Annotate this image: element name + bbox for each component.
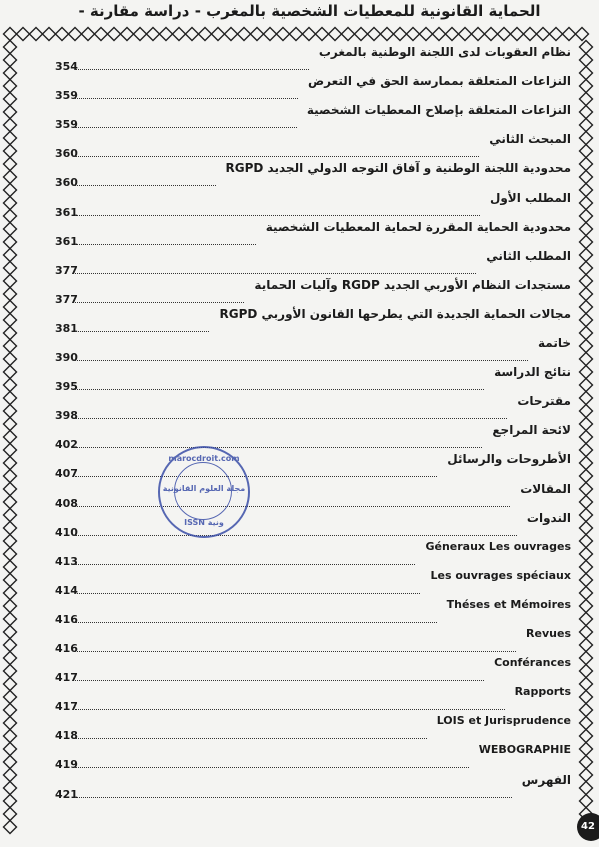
page-header: الحماية القانونية للمعطيات الشخصية بالمغرب - دراسة مقارنة - [78, 2, 541, 20]
toc-entry-page: 377 [55, 263, 78, 277]
toc-entry [55, 510, 571, 539]
toc-entry-title: المطلب الثاني [486, 248, 571, 263]
dot-leader [75, 121, 297, 128]
toc-entry-page: 381 [55, 321, 78, 335]
toc-entry [55, 393, 571, 422]
toc-entry-title: نظام العقوبات لدى اللجنة الوطنية بالمغرب [318, 45, 571, 59]
dot-leader [75, 587, 420, 594]
toc-entry-page: 390 [55, 351, 78, 364]
toc-entry-title: نتائج الدراسة [494, 365, 571, 380]
dot-leader [75, 791, 512, 798]
toc-entry-title: WEBOGRAPHIE [478, 743, 571, 757]
toc-entry-title: النزاعات المتعلقة بإصلاح المعطيات الشخصية [306, 103, 571, 118]
dot-leader [75, 732, 427, 739]
toc-entry-page: 414 [55, 583, 78, 597]
dot-leader [75, 529, 517, 536]
toc-entry [55, 451, 571, 480]
toc-entry-page: 410 [55, 525, 78, 539]
toc-entry [55, 102, 571, 131]
toc-entry-page: 360 [55, 176, 78, 190]
toc-entry [55, 713, 571, 742]
toc-entry-title: Conférances [494, 656, 571, 670]
toc-entry [55, 568, 571, 597]
toc-entry-page: 377 [55, 292, 78, 306]
toc-entry [55, 422, 571, 451]
toc-entry-page: 419 [55, 758, 78, 772]
toc-entry [55, 73, 571, 102]
dot-leader [75, 325, 209, 332]
toc-entry [55, 160, 571, 189]
toc-entry [55, 597, 571, 626]
toc-entry-page: 361 [55, 234, 78, 248]
toc-entry-page: 421 [55, 787, 78, 801]
stamp-text-top: marocdroit.com [168, 454, 240, 463]
toc-entry [55, 655, 571, 684]
toc-entry [55, 772, 571, 801]
page-number-badge: 42 [577, 813, 599, 841]
dot-leader [75, 238, 256, 245]
toc-entry-page: 395 [55, 380, 78, 394]
dot-leader [75, 558, 415, 565]
toc-entry-page: 417 [55, 700, 78, 714]
dot-leader [75, 92, 298, 99]
toc-entry [55, 335, 571, 364]
toc-entry-page: 361 [55, 205, 78, 219]
toc-entry-page: 416 [55, 612, 78, 626]
toc-entry-page: 398 [55, 409, 78, 423]
toc-entry [55, 44, 571, 73]
dot-leader [75, 267, 476, 274]
toc-entry-page: 418 [55, 729, 78, 743]
toc-entry [55, 364, 571, 393]
toc-entry [55, 539, 571, 568]
toc-entry-page: 354 [55, 60, 78, 73]
dot-leader [75, 412, 507, 419]
toc-entry-page: 416 [55, 642, 78, 655]
stamp-text-bottom: ISSN ونية [184, 518, 224, 527]
toc-entry-title: مستجدات النظام الأوربي الجديد RGDP وآليات الحماية [254, 277, 571, 292]
toc-entry-page: 360 [55, 147, 78, 161]
dot-leader [75, 616, 437, 623]
dot-leader [75, 354, 528, 361]
toc-entry-title: Théses et Mémoires [446, 597, 571, 611]
toc-entry-page: 359 [55, 118, 78, 132]
dot-leader [75, 179, 216, 186]
dot-leader [75, 63, 309, 70]
toc-entry-title: الأطروحات والرسائل [447, 452, 571, 467]
dot-leader [75, 500, 510, 507]
dot-leader [75, 209, 480, 216]
toc-entry-title: LOIS et Jurisprudence [436, 714, 571, 728]
toc-entry-title: مجالات الحماية الجديدة التي يطرحها القانون الأوربي RGPD [219, 306, 571, 321]
toc-entry-page: 402 [55, 438, 78, 452]
toc-entry-title: المقالات [520, 481, 571, 496]
dot-leader [75, 703, 505, 710]
toc-entry-page: 417 [55, 671, 78, 685]
dot-leader [75, 383, 484, 390]
toc-entry [55, 684, 571, 713]
toc-entry-title: المبحث الثاني [489, 132, 571, 147]
dot-leader [75, 674, 484, 681]
toc-entry [55, 742, 571, 771]
toc-entry [55, 277, 571, 306]
toc-entry-title: Revues [526, 627, 571, 640]
toc-entry-page: 359 [55, 89, 78, 103]
toc-entry-title: Rapports [514, 685, 571, 699]
dot-leader [75, 470, 437, 477]
toc-entry-title: المطلب الأول [489, 190, 571, 205]
toc-entry [55, 481, 571, 510]
toc-entry-title: محدودية اللجنة الوطنية و آفاق التوجه الدولي الجديد RGPD [225, 161, 571, 176]
toc-entry-title: Les ouvrages spéciaux [430, 568, 571, 582]
toc-entry-title: الندوات [526, 510, 571, 525]
dot-leader [75, 645, 516, 652]
toc-entry-title: مقترحات [517, 394, 571, 409]
toc-entry-title: محدودية الحماية المقررة لحماية المعطيات الشخصية [265, 219, 571, 234]
toc-entry-page: 408 [55, 496, 78, 510]
toc-entry-title: لائحة المراجع [492, 423, 571, 438]
toc-entry [55, 626, 571, 655]
stamp-text-mid: مجلة العلوم القانونية [162, 484, 246, 493]
toc-entry-title: Géneraux Les ouvrages [425, 539, 571, 553]
toc-entry-page: 407 [55, 467, 78, 481]
toc-entry-title: خاتمة [538, 336, 571, 350]
toc-entry-title: النزاعات المتعلقة بممارسة الحق في التعرض [308, 74, 571, 89]
dot-leader [75, 761, 469, 768]
toc-entry-title: الفهرس [521, 772, 571, 787]
dot-leader [75, 296, 244, 303]
toc-entry-page: 413 [55, 554, 78, 568]
dot-leader [75, 150, 479, 157]
toc-entry [55, 306, 571, 335]
toc-entry [55, 131, 571, 160]
stamp-seal [158, 446, 250, 538]
toc-entry [55, 190, 571, 219]
toc-entry [55, 248, 571, 277]
toc-entry [55, 219, 571, 248]
dot-leader [75, 441, 482, 448]
